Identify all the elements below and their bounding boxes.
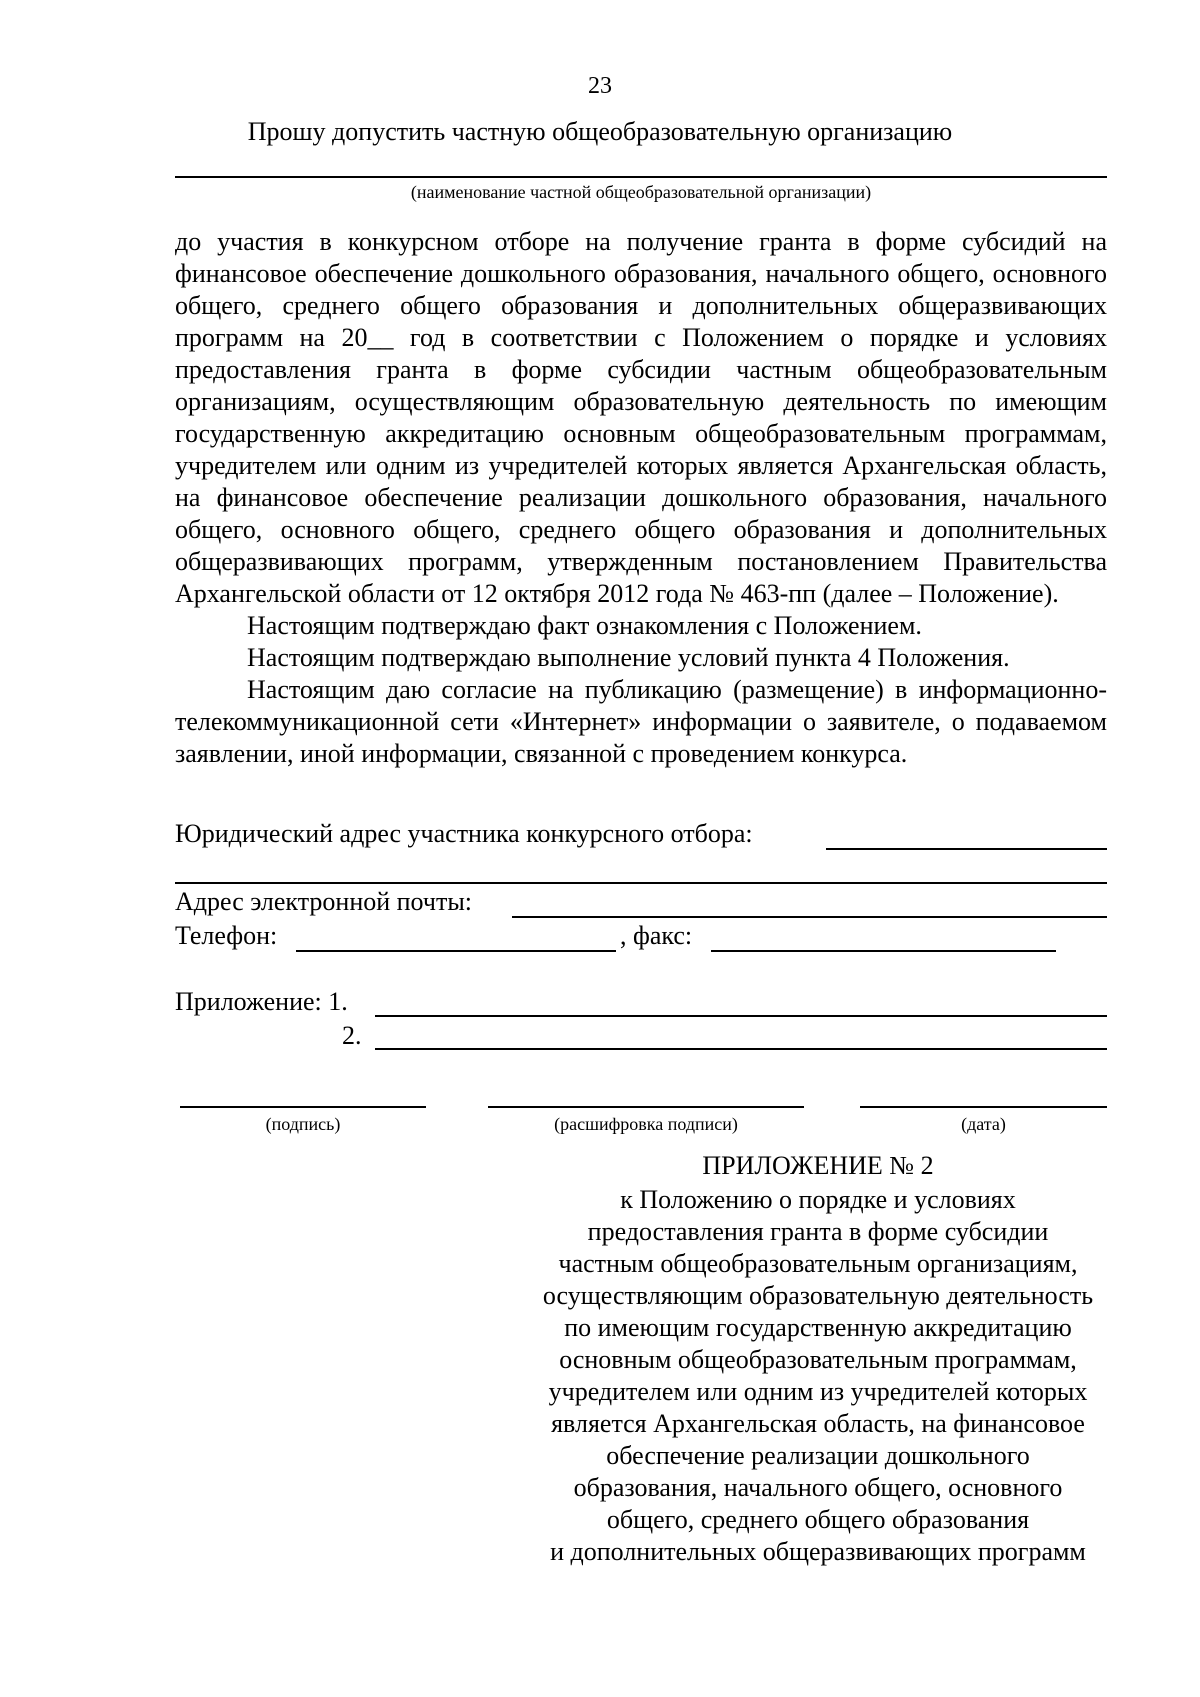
appendix-line: является Архангельская область, на финансовое <box>551 1409 1085 1438</box>
phone-label: Телефон: <box>175 921 278 950</box>
org-name-line[interactable] <box>175 176 1107 178</box>
attachment-line-1[interactable] <box>375 1015 1107 1017</box>
email-line[interactable] <box>512 916 1107 918</box>
appendix-line: и дополнительных общеразвивающих программ <box>550 1537 1086 1566</box>
date-caption: (дата) <box>961 1114 1006 1134</box>
appendix-line: осуществляющим образовательную деятельность <box>542 1281 1094 1310</box>
legal-address-label: Юридический адрес участника конкурсного отбора: <box>175 819 753 848</box>
appendix-text <box>514 1184 1122 1568</box>
fax-label: , факс: <box>620 921 693 950</box>
signature-caption: (подпись) <box>265 1114 341 1134</box>
email-label: Адрес электронной почты: <box>175 887 473 916</box>
appendix-title: ПРИЛОЖЕНИЕ № 2 <box>702 1151 934 1180</box>
appendix-line: по имеющим государственную аккредитацию <box>564 1313 1072 1342</box>
page-number: 23 <box>588 73 612 99</box>
appendix-line: учредителем или одним из учредителей которых <box>548 1377 1088 1406</box>
signature-decode-line[interactable] <box>488 1106 804 1108</box>
request-line: Прошу допустить частную общеобразовательную организацию <box>247 117 953 146</box>
appendix-block <box>514 1150 1122 1568</box>
application-body <box>175 226 1107 770</box>
confirm-conditions: Настоящим подтверждаю выполнение условий пункта 4 Положения. <box>247 643 1010 672</box>
date-line[interactable] <box>860 1106 1107 1108</box>
main-paragraph: до участия в конкурсном отборе на получение гранта в форме субсидий на финансовое обеспечение дошкольного образования, начального общего, основного общего, среднего общего образования и дополнительных общеразвивающих программ на 20__ год в соответствии с Положением о порядке и условиях предоставления гранта в форме субсидии частным общеобразовательным организациям, осуществляющим образовательную деятельность по имеющим государственную аккредитацию основным общеобразовательным программам, учредителем или одним из учредителей которых является Архангельская область, на финансовое обеспечение реализации дошкольного образования, начального общего, основного общего, среднего общего образования и дополнительных общеразвивающих программ, утвержденным постановлением Правительства Архангельской области от 12 октября 2012 года № 463-пп (далее – Положение). <box>175 227 1107 608</box>
appendix-line: предоставления гранта в форме субсидии <box>587 1217 1049 1246</box>
appendix-line: частным общеобразовательным организациям, <box>558 1249 1078 1278</box>
phone-line[interactable] <box>296 950 616 952</box>
appendix-line: к Положению о порядке и условиях <box>620 1185 1016 1214</box>
signature-decode-caption: (расшифровка подписи) <box>554 1114 738 1134</box>
signature-line[interactable] <box>180 1106 426 1108</box>
legal-address-line-2[interactable] <box>175 882 1107 884</box>
attachment-label: Приложение: 1. <box>175 987 348 1016</box>
legal-address-line-1[interactable] <box>826 848 1107 850</box>
org-name-caption: (наименование частной общеобразовательной организации) <box>410 182 872 202</box>
appendix-line: образования, начального общего, основного <box>573 1473 1063 1502</box>
attachment-line-2[interactable] <box>375 1048 1107 1050</box>
fax-line[interactable] <box>711 950 1056 952</box>
appendix-line: основным общеобразовательным программам, <box>559 1345 1077 1374</box>
consent-publication: Настоящим даю согласие на публикацию (размещение) в информационно-телекоммуникационной сети «Интернет» информации о заявителе, о подаваемом заявлении, иной информации, связанной с проведением конкурса. <box>175 675 1107 768</box>
appendix-line: общего, среднего общего образования <box>606 1505 1030 1534</box>
attachment-item-2: 2. <box>342 1021 362 1050</box>
appendix-line: обеспечение реализации дошкольного <box>606 1441 1030 1470</box>
confirm-familiarization: Настоящим подтверждаю факт ознакомления с Положением. <box>247 611 922 640</box>
